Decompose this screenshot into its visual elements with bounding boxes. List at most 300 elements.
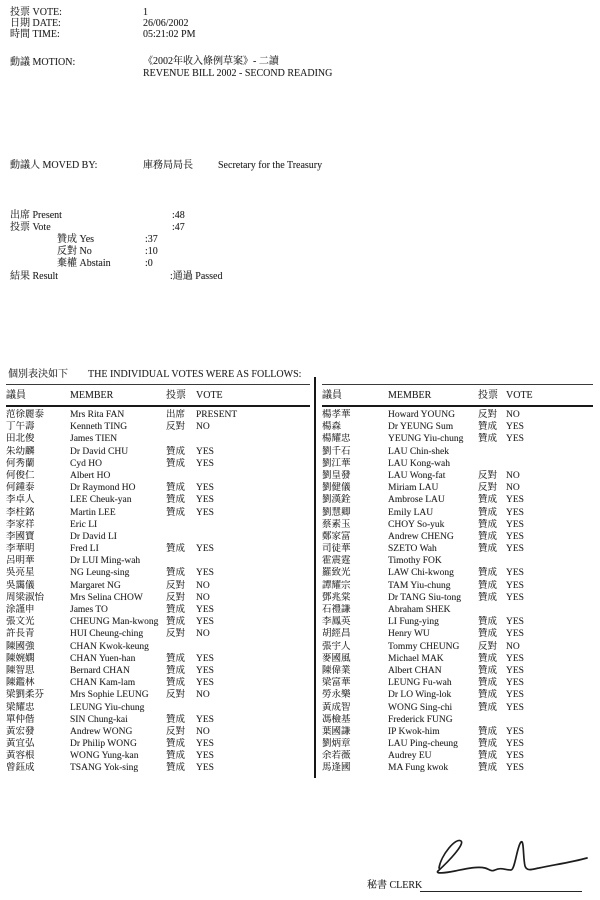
member-vote-en: PRESENT	[196, 410, 238, 420]
table-row	[6, 543, 310, 555]
table-row	[6, 762, 310, 774]
member-name-en: LAU Kong-wah	[388, 458, 451, 469]
clerk-signature-line	[420, 891, 582, 892]
col-header-vote-en: VOTE	[506, 390, 533, 401]
member-name-zh: 朱幼麟	[6, 446, 35, 457]
member-vote-zh: 贊成	[166, 751, 186, 762]
member-name-zh: 何鍾泰	[6, 483, 35, 494]
member-vote-en	[196, 641, 310, 653]
member-name-zh: 李華明	[6, 544, 35, 555]
member-vote-zh: 贊成	[166, 763, 186, 774]
table-row	[6, 641, 310, 653]
member-vote-zh: 反對	[166, 422, 186, 433]
member-vote-en: YES	[196, 446, 214, 457]
member-name-en: WONG Sing-chi	[388, 702, 453, 713]
table-row	[6, 458, 310, 470]
table-row	[322, 580, 593, 592]
member-name-en: SZETO Wah	[388, 544, 437, 555]
member-name-en: Miriam LAU	[388, 483, 439, 494]
member-name-en: James TIEN	[70, 434, 118, 445]
member-vote-zh: 贊成	[478, 739, 498, 750]
member-name-zh: 李卓人	[6, 495, 35, 506]
member-name-en: Andrew WONG	[70, 726, 133, 737]
member-vote-en: YES	[506, 422, 524, 433]
table-row	[322, 762, 593, 774]
member-vote-en: YES	[196, 495, 214, 506]
member-vote-zh: 贊成	[478, 544, 498, 555]
motion-title-zh: 《2002年收入條例草案》- 二讀	[143, 56, 279, 67]
left-vote-table	[6, 384, 310, 775]
member-name-zh: 馮檢基	[322, 714, 351, 725]
no-count-label: 反對 No	[57, 246, 92, 257]
member-vote-en: YES	[196, 653, 214, 664]
member-vote-en: YES	[506, 519, 524, 530]
member-name-en: Albert HO	[70, 470, 111, 481]
table-row	[322, 531, 593, 543]
table-row	[322, 543, 593, 555]
member-vote-en: YES	[506, 568, 524, 579]
member-name-zh: 馬逢國	[322, 763, 351, 774]
member-vote-en: NO	[506, 410, 520, 420]
member-vote-en: YES	[506, 751, 524, 762]
table-row	[322, 628, 593, 640]
member-name-en: LAU Chin-shek	[388, 446, 449, 457]
member-name-en: Audrey EU	[388, 751, 432, 762]
member-vote-en	[196, 531, 310, 543]
member-vote-en: YES	[196, 483, 214, 494]
col-header-vote-zh: 投票	[166, 390, 186, 401]
member-vote-en: YES	[196, 763, 214, 774]
member-name-en: Frederick FUNG	[388, 714, 453, 725]
table-row	[6, 677, 310, 689]
clerk-signature	[425, 828, 593, 882]
member-vote-zh: 贊成	[478, 653, 498, 664]
member-name-zh: 麥國風	[322, 653, 351, 664]
table-row	[322, 641, 593, 653]
member-vote-en: NO	[196, 580, 210, 591]
no-count-value: :10	[145, 246, 158, 257]
member-name-en: Bernard CHAN	[70, 665, 130, 676]
member-name-en: Kenneth TING	[70, 422, 128, 433]
member-name-en: Mrs Rita FAN	[70, 410, 125, 420]
member-name-zh: 張宇人	[322, 641, 351, 652]
table-row	[322, 616, 593, 628]
table-row	[6, 604, 310, 616]
table-row	[6, 726, 310, 738]
time-value: 05:21:02 PM	[143, 29, 196, 40]
table-row	[6, 470, 310, 482]
member-name-en: SIN Chung-kai	[70, 714, 128, 725]
member-vote-zh	[166, 519, 196, 531]
table-row	[322, 519, 593, 531]
member-vote-zh	[166, 555, 196, 567]
table-divider-line	[314, 377, 316, 778]
member-name-zh: 胡經昌	[322, 629, 351, 640]
member-vote-zh: 反對	[166, 592, 186, 603]
member-vote-en: YES	[506, 702, 524, 713]
col-header-vote-en: VOTE	[196, 390, 223, 401]
member-vote-en: YES	[196, 507, 214, 518]
member-name-zh: 楊森	[322, 422, 342, 433]
table-row	[6, 507, 310, 519]
member-vote-zh: 贊成	[478, 495, 498, 506]
table-row	[6, 531, 310, 543]
member-vote-zh: 贊成	[166, 507, 186, 518]
vote-number-value: 1	[143, 7, 148, 18]
table-row	[6, 494, 310, 506]
member-name-zh: 單仲偕	[6, 714, 35, 725]
member-vote-en	[196, 433, 310, 445]
table-row	[6, 555, 310, 567]
table-row	[322, 567, 593, 579]
table-row	[322, 555, 593, 567]
section-title-en: THE INDIVIDUAL VOTES WERE AS FOLLOWS:	[88, 369, 302, 380]
table-row	[6, 409, 310, 421]
member-name-en: LEE Cheuk-yan	[70, 495, 132, 506]
member-vote-zh: 贊成	[478, 580, 498, 591]
member-vote-en: YES	[506, 690, 524, 701]
member-vote-zh: 贊成	[478, 665, 498, 676]
member-name-en: LEUNG Yiu-chung	[70, 702, 145, 713]
member-vote-zh: 贊成	[478, 763, 498, 774]
member-vote-zh: 反對	[478, 483, 498, 494]
member-vote-en	[506, 458, 593, 470]
table-row	[6, 616, 310, 628]
member-name-en: Mrs Selina CHOW	[70, 592, 143, 603]
member-name-zh: 余若薇	[322, 751, 351, 762]
member-vote-en: YES	[506, 726, 524, 737]
member-vote-zh: 贊成	[478, 531, 498, 542]
member-vote-zh: 反對	[166, 629, 186, 640]
member-vote-zh: 贊成	[166, 446, 186, 457]
member-name-en: CHEUNG Man-kwong	[70, 617, 159, 628]
member-vote-zh	[478, 555, 506, 567]
member-name-zh: 楊孝華	[322, 410, 351, 420]
member-name-zh: 何秀蘭	[6, 458, 35, 469]
member-name-zh: 劉皇發	[322, 470, 351, 481]
member-vote-en	[196, 519, 310, 531]
motion-label: 動議 MOTION:	[10, 57, 76, 68]
member-vote-zh	[166, 433, 196, 445]
member-name-zh: 黃成智	[322, 702, 351, 713]
table-row	[6, 482, 310, 494]
member-vote-zh: 贊成	[478, 568, 498, 579]
member-name-zh: 曾鈺成	[6, 763, 35, 774]
member-name-en: Dr LO Wing-lok	[388, 690, 452, 701]
date-label: 日期 DATE:	[10, 18, 61, 29]
member-name-zh: 呂明華	[6, 556, 35, 567]
member-name-en: Ambrose LAU	[388, 495, 445, 506]
member-vote-zh	[478, 446, 506, 458]
table-row	[6, 653, 310, 665]
member-name-zh: 劉江華	[322, 458, 351, 469]
member-name-en: LAU Wong-fat	[388, 470, 446, 481]
member-name-en: Fred LI	[70, 544, 99, 555]
member-vote-zh: 贊成	[478, 422, 498, 433]
member-name-en: Dr David LI	[70, 531, 117, 542]
member-name-en: Cyd HO	[70, 458, 102, 469]
col-header-member-en: MEMBER	[388, 390, 432, 401]
member-name-zh: 羅致光	[322, 568, 351, 579]
table-row	[322, 738, 593, 750]
member-name-zh: 蔡素玉	[322, 519, 351, 530]
right-table-header	[322, 384, 593, 407]
member-name-en: Dr Philip WONG	[70, 739, 137, 750]
member-vote-en: YES	[196, 568, 214, 579]
member-vote-en: YES	[506, 544, 524, 555]
member-name-en: Andrew CHENG	[388, 531, 454, 542]
member-name-zh: 霍震霆	[322, 556, 351, 567]
table-row	[322, 604, 593, 616]
member-vote-en	[506, 555, 593, 567]
member-name-en: Albert CHAN	[388, 665, 442, 676]
table-row	[322, 470, 593, 482]
member-vote-en: NO	[196, 726, 210, 737]
member-vote-zh: 贊成	[478, 678, 498, 689]
member-name-en: WONG Yung-kan	[70, 751, 139, 762]
member-vote-en: YES	[196, 665, 214, 676]
member-name-en: James TO	[70, 605, 108, 615]
member-name-zh: 陳鑑林	[6, 678, 35, 689]
member-name-en: MA Fung kwok	[388, 763, 449, 774]
member-vote-en: YES	[506, 629, 524, 640]
table-row	[322, 665, 593, 677]
member-name-zh: 李鳳英	[322, 617, 351, 628]
member-name-zh: 梁富華	[322, 678, 351, 689]
left-member-rows	[6, 407, 310, 775]
member-name-zh: 陳國強	[6, 641, 35, 652]
vote-count-label: 投票 Vote	[10, 222, 51, 233]
member-name-zh: 田北俊	[6, 434, 35, 445]
member-name-en: CHOY So-yuk	[388, 519, 445, 530]
member-vote-zh: 贊成	[166, 483, 186, 494]
member-name-zh: 鄧兆棠	[322, 592, 351, 603]
member-name-zh: 黃宏發	[6, 726, 35, 737]
table-row	[6, 446, 310, 458]
yes-count-value: :37	[145, 234, 158, 245]
vote-count-value: :47	[172, 222, 185, 233]
member-vote-zh: 贊成	[166, 605, 186, 615]
member-vote-zh	[166, 470, 196, 482]
member-vote-zh: 贊成	[166, 458, 186, 469]
member-vote-zh	[166, 641, 196, 653]
time-label: 時間 TIME:	[10, 29, 60, 40]
member-name-en: LEUNG Fu-wah	[388, 678, 452, 689]
member-name-zh: 梁劉柔芬	[6, 690, 45, 701]
table-row	[6, 738, 310, 750]
table-row	[6, 592, 310, 604]
member-name-zh: 劉千石	[322, 446, 351, 457]
moved-by-zh: 庫務局局長	[143, 160, 193, 171]
table-row	[322, 507, 593, 519]
date-value: 26/06/2002	[143, 18, 189, 29]
member-name-zh: 許長青	[6, 629, 35, 640]
member-vote-en: NO	[196, 629, 210, 640]
table-row	[6, 665, 310, 677]
table-row	[322, 446, 593, 458]
member-vote-en	[196, 555, 310, 567]
right-vote-table	[322, 384, 593, 775]
table-row	[322, 433, 593, 445]
member-vote-en: NO	[506, 641, 520, 652]
moved-by-en: Secretary for the Treasury	[218, 160, 323, 171]
table-row	[6, 519, 310, 531]
member-vote-zh: 出席	[166, 410, 186, 420]
section-title-zh: 個別表決如下	[8, 369, 68, 380]
member-vote-zh: 贊成	[478, 702, 498, 713]
member-name-zh: 劉漢銓	[322, 495, 351, 506]
member-name-zh: 葉國謙	[322, 726, 351, 737]
member-name-en: YEUNG Yiu-chung	[388, 434, 464, 445]
member-name-en: NG Leung-sing	[70, 568, 130, 579]
present-label: 出席 Present	[10, 210, 62, 221]
member-vote-zh: 贊成	[166, 617, 186, 628]
abstain-count-label: 棄權 Abstain	[57, 258, 111, 269]
member-vote-zh: 贊成	[478, 519, 498, 530]
member-name-zh: 石禮謙	[322, 605, 351, 615]
member-name-en: Dr LUI Ming-wah	[70, 556, 141, 567]
table-row	[322, 653, 593, 665]
member-vote-zh: 贊成	[166, 653, 186, 664]
table-row	[6, 628, 310, 640]
member-name-en: LAU Ping-cheung	[388, 739, 458, 750]
member-name-en: Abraham SHEK	[388, 605, 451, 615]
yes-count-label: 贊成 Yes	[57, 234, 95, 245]
member-name-zh: 何俊仁	[6, 470, 35, 481]
table-row	[6, 689, 310, 701]
member-name-en: LAW Chi-kwong	[388, 568, 454, 579]
member-vote-zh: 反對	[166, 580, 186, 591]
vote-number-label: 投票 VOTE:	[10, 7, 62, 18]
member-vote-zh: 贊成	[478, 617, 498, 628]
member-name-en: Martin LEE	[70, 507, 116, 518]
member-name-zh: 劉健儀	[322, 483, 351, 494]
member-vote-en: YES	[506, 739, 524, 750]
member-name-zh: 譚耀宗	[322, 580, 351, 591]
member-vote-en: YES	[506, 531, 524, 542]
member-vote-en: YES	[196, 605, 214, 615]
member-vote-zh: 反對	[478, 641, 498, 652]
member-name-zh: 吳亮星	[6, 568, 35, 579]
member-name-zh: 劉慧卿	[322, 507, 351, 518]
member-vote-zh: 反對	[166, 690, 186, 701]
member-vote-en: YES	[506, 653, 524, 664]
table-row	[322, 714, 593, 726]
abstain-count-value: :0	[145, 258, 153, 269]
member-name-en: Michael MAK	[388, 653, 444, 664]
member-name-en: Dr Raymond HO	[70, 483, 136, 494]
member-name-en: Dr TANG Siu-tong	[388, 592, 461, 603]
table-row	[6, 567, 310, 579]
member-name-zh: 黃宜弘	[6, 739, 35, 750]
member-name-en: Dr David CHU	[70, 446, 129, 457]
member-name-zh: 黃容根	[6, 751, 35, 762]
col-header-member-en: MEMBER	[70, 390, 114, 401]
member-vote-en: YES	[196, 739, 214, 750]
member-vote-zh: 贊成	[478, 434, 498, 445]
table-row	[6, 421, 310, 433]
col-header-vote-zh: 投票	[478, 390, 498, 401]
member-name-en: Timothy FOK	[388, 556, 442, 567]
member-vote-zh	[478, 458, 506, 470]
member-vote-zh: 贊成	[166, 714, 186, 725]
member-vote-zh: 反對	[478, 410, 498, 420]
member-vote-en: YES	[506, 495, 524, 506]
member-name-en: Emily LAU	[388, 507, 434, 518]
table-row	[322, 494, 593, 506]
col-header-member-zh: 議員	[322, 390, 342, 401]
member-name-zh: 李國寶	[6, 531, 35, 542]
member-name-en: CHAN Yuen-han	[70, 653, 136, 664]
right-member-rows	[322, 407, 593, 775]
member-name-zh: 范徐麗泰	[6, 410, 45, 420]
member-vote-en: NO	[196, 422, 210, 433]
member-vote-en: YES	[506, 665, 524, 676]
member-name-en: Mrs Sophie LEUNG	[70, 690, 149, 701]
member-vote-en	[506, 446, 593, 458]
member-name-en: Dr YEUNG Sum	[388, 422, 454, 433]
member-name-zh: 陳婉嫻	[6, 653, 35, 664]
table-row	[6, 750, 310, 762]
moved-by-label: 動議人 MOVED BY:	[10, 160, 98, 171]
member-name-zh: 吳靄儀	[6, 580, 35, 591]
member-name-zh: 楊耀忠	[322, 434, 351, 445]
member-vote-en: YES	[196, 617, 214, 628]
table-row	[322, 421, 593, 433]
table-row	[6, 580, 310, 592]
member-vote-en: YES	[506, 592, 524, 603]
member-vote-en	[506, 604, 593, 616]
table-row	[322, 702, 593, 714]
member-vote-zh: 贊成	[166, 544, 186, 555]
member-name-en: IP Kwok-him	[388, 726, 440, 737]
table-row	[322, 689, 593, 701]
member-name-zh: 陳智思	[6, 665, 35, 676]
member-vote-en: YES	[196, 678, 214, 689]
member-vote-en: YES	[506, 434, 524, 445]
member-vote-zh	[478, 714, 506, 726]
member-vote-en: YES	[506, 507, 524, 518]
member-name-zh: 鄭家富	[322, 531, 351, 542]
member-name-en: Eric LI	[70, 519, 98, 530]
member-vote-en: YES	[196, 714, 214, 725]
result-value: :通過 Passed	[170, 271, 223, 282]
member-vote-zh: 反對	[478, 470, 498, 481]
member-vote-zh	[166, 531, 196, 543]
motion-title-en: REVENUE BILL 2002 - SECOND READING	[143, 68, 333, 79]
member-vote-en: YES	[506, 580, 524, 591]
member-name-en: HUI Cheung-ching	[70, 629, 144, 640]
table-row	[6, 702, 310, 714]
member-vote-zh	[166, 702, 196, 714]
member-name-en: Tommy CHEUNG	[388, 641, 460, 652]
member-name-zh: 陳偉業	[322, 665, 351, 676]
member-vote-zh	[478, 604, 506, 616]
member-name-en: LI Fung-ying	[388, 617, 439, 628]
member-vote-zh: 贊成	[166, 739, 186, 750]
table-row	[322, 458, 593, 470]
table-row	[6, 433, 310, 445]
table-row	[322, 726, 593, 738]
member-name-zh: 李柱銘	[6, 507, 35, 518]
member-vote-zh: 反對	[166, 726, 186, 737]
member-vote-zh: 贊成	[166, 665, 186, 676]
left-table-header	[6, 384, 310, 407]
member-vote-zh: 贊成	[478, 629, 498, 640]
member-name-zh: 司徒華	[322, 544, 351, 555]
member-name-zh: 張文光	[6, 617, 35, 628]
member-vote-zh: 贊成	[478, 507, 498, 518]
